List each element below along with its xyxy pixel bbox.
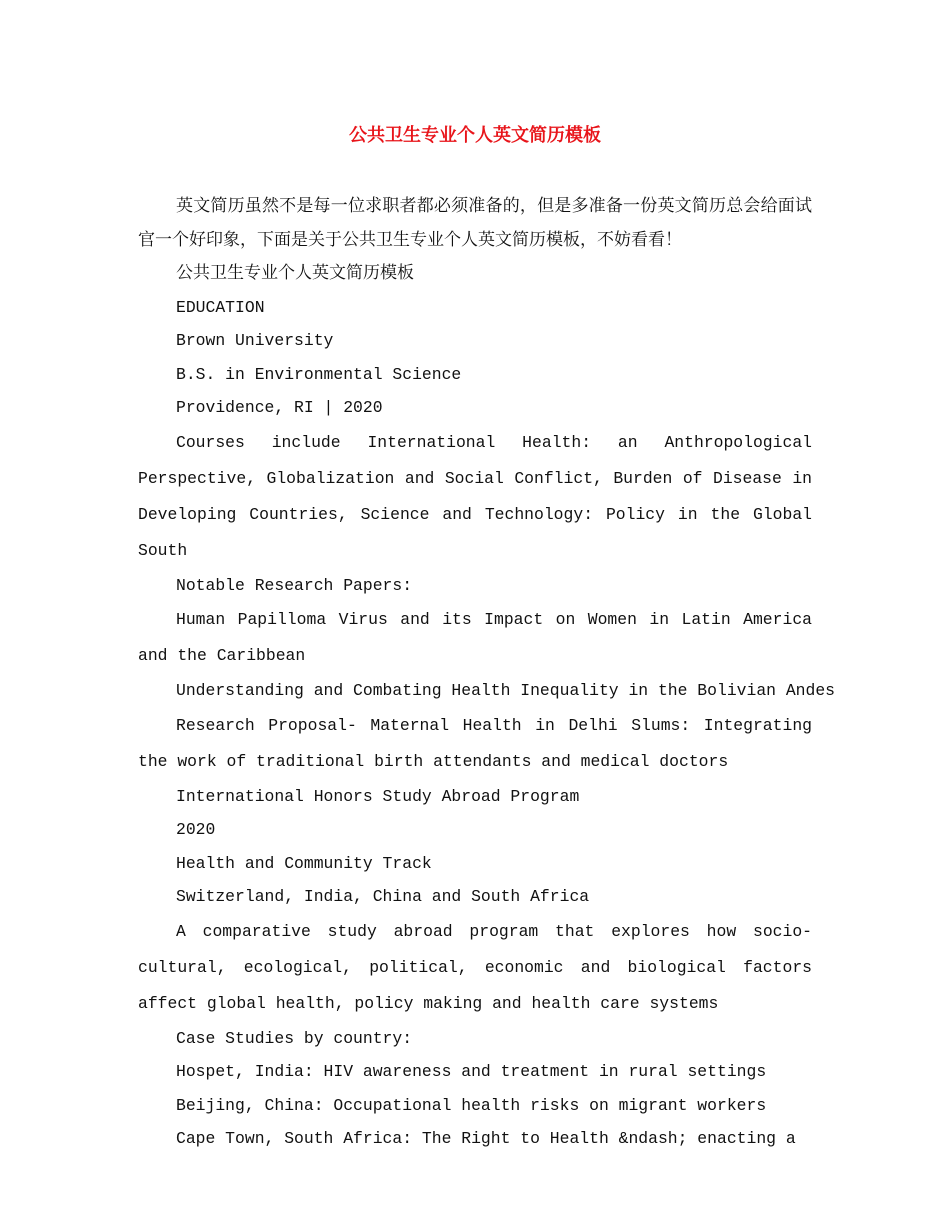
program-name: International Honors Study Abroad Program [176, 786, 580, 806]
research-paper-item: Understanding and Combating Health Inequality in the Bolivian Andes [176, 681, 836, 700]
research-paper-item: Human Papilloma Virus and its Impact on Women in Latin America and the Caribbean [138, 610, 812, 665]
research-paper-item: Research Proposal- Maternal Health in Delhi Slums: Integrating the work of traditional birth attendants and medical doctors [138, 715, 812, 771]
degree-line: B.S. in Environmental Science [176, 364, 462, 384]
courses-paragraph: Courses include International Health: an Anthropological Perspective, Globalization and Social Conflict, Burden of Disease in Developing Countries, Science and Technology: Policy in the Global South [138, 432, 812, 560]
case-studies-heading: Case Studies by country: [176, 1028, 413, 1048]
document-title: 公共卫生专业个人英文简历模板 [349, 125, 601, 146]
case-study-item: Beijing, China: Occupational health risks on migrant workers [176, 1095, 767, 1115]
case-study-item: Cape Town, South Africa: The Right to Health &ndash; enacting a [176, 1129, 796, 1148]
program-countries: Switzerland, India, China and South Africa [176, 887, 590, 906]
research-papers-heading: Notable Research Papers: [176, 575, 413, 595]
subtitle-line: 公共卫生专业个人英文简历模板 [176, 263, 414, 283]
intro-paragraph: 英文简历虽然不是每一位求职者都必须准备的，但是多准备一份英文简历总会给面试官一个好印象，下面是关于公共卫生专业个人英文简历模板，不妨看看！ [138, 196, 812, 250]
location-year-line: Providence, RI | 2020 [176, 398, 383, 417]
document-body [138, 190, 836, 1156]
section-heading-education: EDUCATION [176, 297, 265, 317]
program-description: A comparative study abroad program that explores how socio-cultural, ecological, political, economic and biological factors affect global health, policy making and health care systems [138, 921, 812, 1013]
program-track: Health and Community Track [176, 853, 432, 873]
program-year: 2020 [176, 820, 216, 839]
university-name: Brown University [176, 331, 334, 350]
case-study-item: Hospet, India: HIV awareness and treatment in rural settings [176, 1062, 767, 1081]
